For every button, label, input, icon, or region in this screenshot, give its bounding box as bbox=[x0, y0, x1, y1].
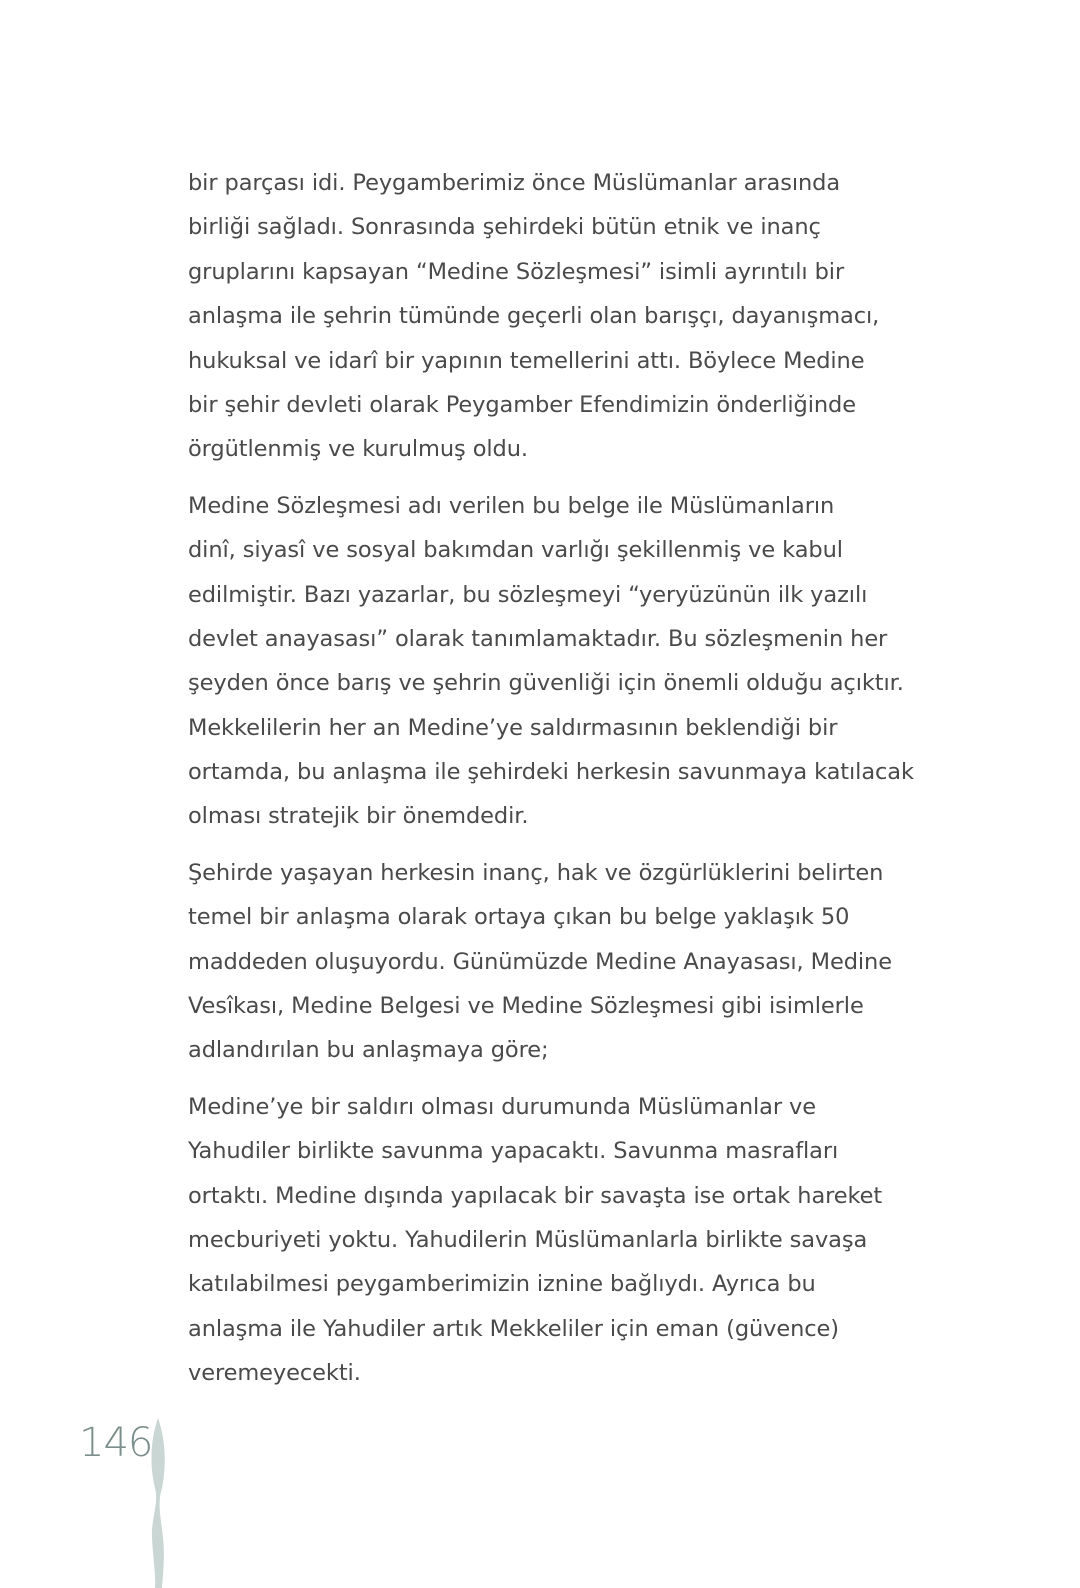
text-line: mecburiyeti yoktu. Yahudilerin Müslümanlarla birlikte savaşa bbox=[188, 1226, 868, 1253]
page-number: 146 bbox=[79, 1420, 153, 1466]
text-line: ortaktı. Medine dışında yapılacak bir savaşta ise ortak hareket bbox=[188, 1182, 883, 1209]
paragraph-2 bbox=[188, 484, 914, 839]
text-line: temel bir anlaşma olarak ortaya çıkan bu belge yaklaşık 50 bbox=[188, 904, 850, 931]
text-line: gruplarını kapsayan “Medine Sözleşmesi” isimli ayrıntılı bir bbox=[188, 258, 845, 285]
text-line: adlandırılan bu anlaşmaya göre; bbox=[188, 1037, 549, 1064]
decorative-ornament-icon bbox=[145, 1418, 171, 1588]
paragraph-4 bbox=[188, 1085, 888, 1396]
text-line: bir parçası idi. Peygamberimiz önce Müslümanlar arasında bbox=[188, 170, 841, 196]
text-line: Medine Sözleşmesi adı verilen bu belge ile Müslümanların bbox=[188, 492, 835, 519]
text-line: Medine’ye bir saldırı olması durumunda Müslümanlar ve bbox=[188, 1093, 816, 1120]
paragraph-3 bbox=[188, 851, 892, 1073]
text-line: Yahudiler birlikte savunma yapacaktı. Savunma masrafları bbox=[188, 1138, 839, 1165]
text-line: devlet anayasası” olarak tanımlamaktadır. Bu sözleşmenin her bbox=[188, 625, 888, 652]
text-line: anlaşma ile şehrin tümünde geçerli olan barışçı, dayanışmacı, bbox=[188, 303, 880, 330]
text-line: ortamda, bu anlaşma ile şehirdeki herkesin savunmaya katılacak bbox=[188, 759, 914, 786]
text-line: şeyden önce barış ve şehrin güvenliği için önemli olduğu açıktır. bbox=[188, 670, 904, 697]
text-line: hukuksal ve idarî bir yapının temellerini attı. Böylece Medine bbox=[188, 347, 865, 374]
text-line: veremeyecekti. bbox=[188, 1360, 361, 1387]
paragraph-1 bbox=[188, 161, 888, 472]
text-line: birliği sağladı. Sonrasında şehirdeki bütün etnik ve inanç bbox=[188, 214, 821, 241]
text-line: Vesîkası, Medine Belgesi ve Medine Sözleşmesi gibi isimlerle bbox=[188, 993, 864, 1020]
text-line: maddeden oluşuyordu. Günümüzde Medine Anayasası, Medine bbox=[188, 948, 892, 975]
text-line: dinî, siyasî ve sosyal bakımdan varlığı şekillenmiş ve kabul bbox=[188, 537, 843, 564]
text-line: katılabilmesi peygamberimizin iznine bağlıydı. Ayrıca bu bbox=[188, 1271, 816, 1298]
text-line: Mekkelilerin her an Medine’ye saldırmasının beklendiği bir bbox=[188, 714, 838, 741]
text-line: olması stratejik bir önemdedir. bbox=[188, 803, 529, 830]
text-line: Şehirde yaşayan herkesin inanç, hak ve özgürlüklerini belirten bbox=[188, 859, 884, 886]
page-body-text bbox=[188, 161, 914, 1408]
text-line: anlaşma ile Yahudiler artık Mekkeliler için eman (güvence) bbox=[188, 1315, 839, 1342]
text-line: bir şehir devleti olarak Peygamber Efendimizin önderliğinde bbox=[188, 391, 856, 418]
text-line: örgütlenmiş ve kurulmuş oldu. bbox=[188, 436, 528, 463]
text-line: edilmiştir. Bazı yazarlar, bu sözleşmeyi “yeryüzünün ilk yazılı bbox=[188, 581, 868, 608]
